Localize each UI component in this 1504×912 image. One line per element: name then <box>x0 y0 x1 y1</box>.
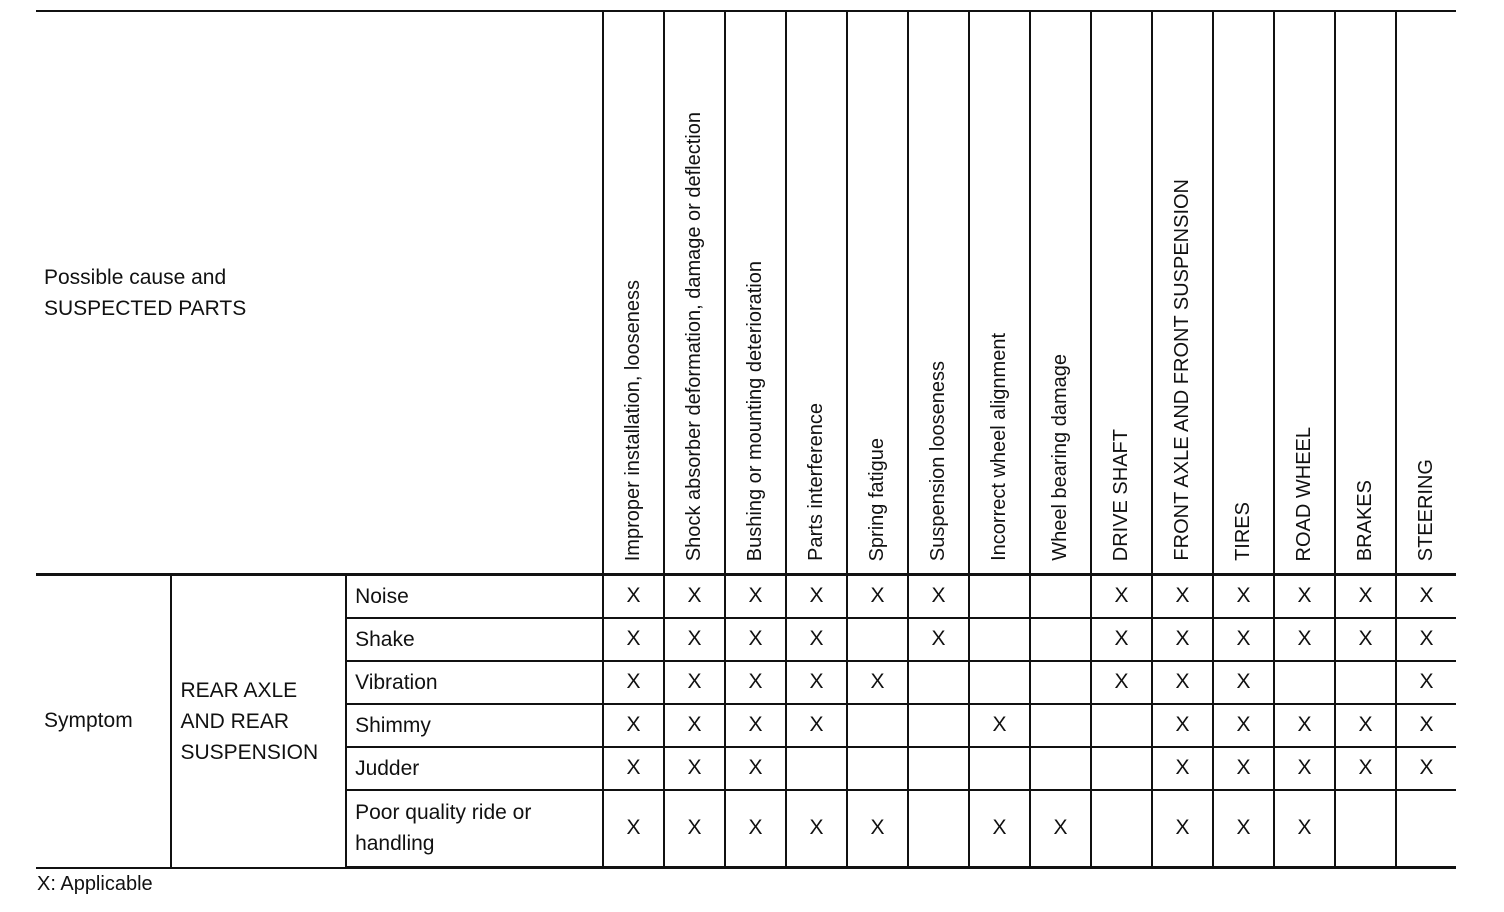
mark-cell: X <box>725 618 786 661</box>
mark-cell <box>908 747 969 790</box>
mark-cell: X <box>1396 704 1456 747</box>
diagnosis-table-container <box>36 10 1456 869</box>
mark-cell: X <box>1335 747 1396 790</box>
symptom-cell <box>346 575 603 618</box>
mark-cell: X <box>1274 704 1335 747</box>
symptom-label: Judder <box>355 756 420 780</box>
mark-cell: X <box>1396 575 1456 618</box>
mark-cell <box>1091 704 1152 747</box>
column-header-label: STEERING <box>1415 458 1437 561</box>
mark-cell <box>1335 661 1396 704</box>
mark-cell <box>1091 747 1152 790</box>
column-header-label: Incorrect wheel alignment <box>988 333 1010 561</box>
mark-cell <box>908 790 969 868</box>
symptom-label: Shimmy <box>355 713 431 737</box>
column-header <box>847 11 908 575</box>
mark-cell: X <box>1396 661 1456 704</box>
mark-cell: X <box>1091 618 1152 661</box>
table-row <box>36 575 1456 618</box>
mark-cell: X <box>1213 790 1274 868</box>
mark-cell: X <box>1213 618 1274 661</box>
mark-cell <box>1030 575 1091 618</box>
mark-cell: X <box>664 618 725 661</box>
mark-cell: X <box>969 704 1030 747</box>
column-header <box>969 11 1030 575</box>
column-header-label: BRAKES <box>1354 479 1376 561</box>
mark-cell: X <box>908 618 969 661</box>
column-header <box>725 11 786 575</box>
mark-cell: X <box>664 790 725 868</box>
column-header-label: Parts interference <box>805 403 827 561</box>
mark-cell: X <box>603 704 664 747</box>
column-header-label: Suspension looseness <box>927 360 949 561</box>
column-header <box>786 11 847 575</box>
part-group-line3: SUSPENSION <box>180 740 319 764</box>
mark-cell <box>969 661 1030 704</box>
column-header-label: Spring fatigue <box>866 437 888 561</box>
symptom-cell <box>346 790 603 868</box>
mark-cell: X <box>1335 704 1396 747</box>
mark-cell: X <box>908 575 969 618</box>
mark-cell <box>847 747 908 790</box>
part-group-line2: AND REAR <box>180 709 289 733</box>
mark-cell: X <box>603 747 664 790</box>
mark-cell: X <box>786 790 847 868</box>
mark-cell <box>847 618 908 661</box>
mark-cell: X <box>1213 661 1274 704</box>
mark-cell: X <box>603 661 664 704</box>
mark-cell: X <box>1213 575 1274 618</box>
symptom-category-label: Symptom <box>44 709 133 733</box>
mark-cell: X <box>1091 661 1152 704</box>
mark-cell: X <box>1030 790 1091 868</box>
mark-cell: X <box>969 790 1030 868</box>
mark-cell: X <box>1152 790 1213 868</box>
mark-cell: X <box>1152 747 1213 790</box>
symptom-category-cell <box>36 575 171 868</box>
mark-cell <box>908 704 969 747</box>
column-header <box>1152 11 1213 575</box>
mark-cell: X <box>1091 575 1152 618</box>
mark-cell <box>786 747 847 790</box>
column-header <box>1091 11 1152 575</box>
corner-header-line1: Possible cause and <box>44 265 227 289</box>
symptom-cell <box>346 618 603 661</box>
column-header <box>664 11 725 575</box>
mark-cell: X <box>1274 747 1335 790</box>
mark-cell: X <box>725 747 786 790</box>
table-body <box>36 575 1456 868</box>
mark-cell: X <box>1396 618 1456 661</box>
column-header-label: Wheel bearing damage <box>1049 354 1071 561</box>
corner-header <box>36 11 603 575</box>
symptom-cell <box>346 747 603 790</box>
part-group-line1: REAR AXLE <box>180 678 298 702</box>
mark-cell: X <box>786 661 847 704</box>
mark-cell <box>847 704 908 747</box>
mark-cell: X <box>1213 747 1274 790</box>
symptom-label-line2: handling <box>355 832 435 856</box>
mark-cell <box>969 575 1030 618</box>
mark-cell <box>1335 790 1396 868</box>
mark-cell <box>1030 618 1091 661</box>
mark-cell: X <box>1274 790 1335 868</box>
symptom-label: Noise <box>355 584 409 608</box>
column-header <box>1396 11 1456 575</box>
symptom-label: Shake <box>355 627 415 651</box>
mark-cell: X <box>786 704 847 747</box>
mark-cell: X <box>603 790 664 868</box>
mark-cell: X <box>1152 704 1213 747</box>
mark-cell: X <box>1152 661 1213 704</box>
column-header-label: FRONT AXLE AND FRONT SUSPENSION <box>1171 179 1193 561</box>
mark-cell <box>1274 661 1335 704</box>
column-header-label: TIRES <box>1232 502 1254 561</box>
corner-header-line2: SUSPECTED PARTS <box>44 296 247 320</box>
mark-cell: X <box>664 575 725 618</box>
mark-cell: X <box>1213 704 1274 747</box>
mark-cell <box>969 618 1030 661</box>
mark-cell: X <box>1274 618 1335 661</box>
header-row <box>36 11 1456 575</box>
symptom-label: Poor quality ride or <box>355 801 532 825</box>
mark-cell <box>1091 790 1152 868</box>
symptom-cell <box>346 704 603 747</box>
column-header-label: DRIVE SHAFT <box>1110 428 1132 561</box>
part-group-cell <box>171 575 346 868</box>
mark-cell <box>1030 747 1091 790</box>
mark-cell <box>1396 790 1456 868</box>
mark-cell: X <box>786 575 847 618</box>
mark-cell <box>1030 661 1091 704</box>
column-header-label: Shock absorber deformation, damage or deflection <box>683 111 705 561</box>
column-header <box>1335 11 1396 575</box>
mark-cell: X <box>1335 618 1396 661</box>
column-header <box>1213 11 1274 575</box>
mark-cell: X <box>603 575 664 618</box>
mark-cell: X <box>847 575 908 618</box>
noise-vibration-harshness-table <box>36 10 1456 869</box>
mark-cell: X <box>664 747 725 790</box>
mark-cell <box>908 661 969 704</box>
column-header <box>603 11 664 575</box>
symptom-label: Vibration <box>355 670 438 694</box>
mark-cell: X <box>1152 618 1213 661</box>
mark-cell <box>1030 704 1091 747</box>
mark-cell: X <box>1396 747 1456 790</box>
mark-cell: X <box>847 661 908 704</box>
mark-cell: X <box>725 704 786 747</box>
column-header <box>908 11 969 575</box>
column-header <box>1030 11 1091 575</box>
mark-cell: X <box>725 575 786 618</box>
mark-cell: X <box>786 618 847 661</box>
legend-note: X: Applicable <box>37 873 153 895</box>
mark-cell: X <box>1274 575 1335 618</box>
column-header <box>1274 11 1335 575</box>
mark-cell: X <box>664 704 725 747</box>
mark-cell <box>969 747 1030 790</box>
mark-cell: X <box>664 661 725 704</box>
column-header-label: Bushing or mounting deterioration <box>744 260 766 561</box>
column-header-label: ROAD WHEEL <box>1293 426 1315 561</box>
mark-cell: X <box>1152 575 1213 618</box>
column-header-label: Improper installation, looseness <box>622 279 644 561</box>
mark-cell: X <box>603 618 664 661</box>
mark-cell: X <box>1335 575 1396 618</box>
symptom-cell <box>346 661 603 704</box>
mark-cell: X <box>725 790 786 868</box>
mark-cell: X <box>725 661 786 704</box>
mark-cell: X <box>847 790 908 868</box>
